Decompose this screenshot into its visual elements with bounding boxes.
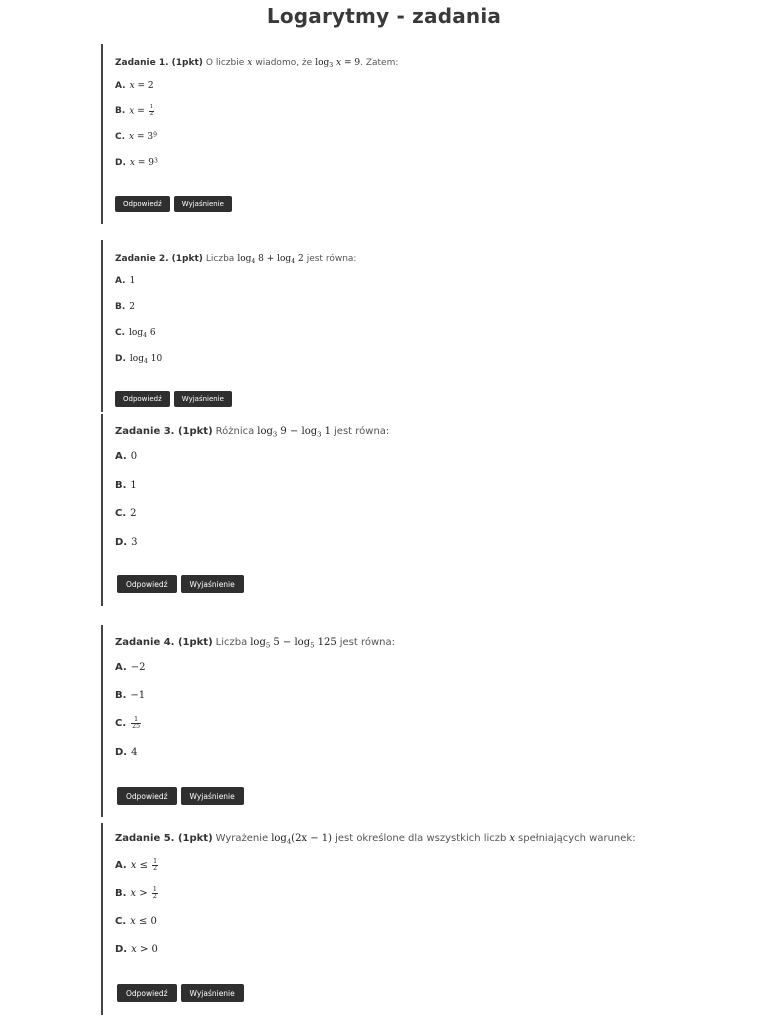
math-expression: $\log_4 8 + \log_4 2$ bbox=[237, 254, 304, 266]
option-a[interactable]: A. 0 bbox=[115, 451, 138, 462]
option-b[interactable]: B. x > $\frac{1}{2}$ bbox=[115, 886, 157, 901]
option-d[interactable]: D. 4 bbox=[115, 747, 138, 758]
task-label: Zadanie 5. (1pkt) bbox=[115, 833, 213, 844]
option-b[interactable]: B. 1 bbox=[115, 480, 137, 491]
answer-button[interactable]: Odpowiedź bbox=[117, 787, 177, 805]
option-b[interactable]: B. −1 bbox=[115, 690, 146, 701]
task-1 bbox=[101, 44, 521, 224]
page-title: Logarytmy - zadania bbox=[266, 4, 502, 28]
task-3 bbox=[101, 414, 541, 606]
task-5 bbox=[101, 823, 661, 1015]
option-c[interactable]: C. $\log_4 6$ bbox=[115, 328, 156, 340]
answer-button[interactable]: Odpowiedź bbox=[115, 196, 170, 212]
explanation-button[interactable]: Wyjaśnienie bbox=[181, 787, 244, 805]
task-4 bbox=[101, 625, 541, 817]
option-c[interactable]: C. x ≤ 0 bbox=[115, 916, 157, 927]
explanation-button[interactable]: Wyjaśnienie bbox=[174, 196, 232, 212]
math-expression: $\log_4(2x - 1)$ bbox=[271, 833, 333, 846]
option-c[interactable]: C. 2 bbox=[115, 508, 137, 519]
task-question: Zadanie 1. (1pkt) O liczbie x wiadomo, że $\log_3 x = 9$ . Zatem: bbox=[115, 58, 399, 70]
option-c[interactable]: C. $\frac{1}{25}$ bbox=[115, 716, 141, 731]
option-a[interactable]: A. −2 bbox=[115, 662, 146, 673]
math-expression: $\log_3 9 - \log_3 1$ bbox=[257, 426, 332, 439]
explanation-button[interactable]: Wyjaśnienie bbox=[181, 984, 244, 1002]
option-b[interactable]: B. x = $\frac{1}{2}$ bbox=[115, 104, 154, 117]
task-label: Zadanie 4. (1pkt) bbox=[115, 637, 213, 648]
task-label: Zadanie 2. (1pkt) bbox=[115, 254, 203, 264]
option-d[interactable]: D. $\log_4 10$ bbox=[115, 354, 163, 366]
answer-button[interactable]: Odpowiedź bbox=[115, 391, 170, 407]
option-a[interactable]: A. x = 2 bbox=[115, 81, 154, 91]
task-label: Zadanie 3. (1pkt) bbox=[115, 426, 213, 437]
option-d[interactable]: D. 3 bbox=[115, 537, 138, 548]
answer-button[interactable]: Odpowiedź bbox=[117, 575, 177, 593]
task-label: Zadanie 1. (1pkt) bbox=[115, 58, 203, 68]
option-c[interactable]: C. $x = 3^9$ bbox=[115, 131, 157, 142]
task-question: Zadanie 5. (1pkt) Wyrażenie $\log_4(2x - 1)$ jest określone dla wszystkich liczb x spełniających warunek: bbox=[115, 833, 636, 846]
option-a[interactable]: A. 1 bbox=[115, 276, 136, 286]
math-expression: $\log_3 x = 9$ bbox=[315, 58, 361, 70]
task-2 bbox=[101, 240, 521, 412]
task-question: Zadanie 2. (1pkt) Liczba $\log_4 8 + \log_4 2$ jest równa: bbox=[115, 254, 357, 266]
math-expression: x bbox=[247, 58, 253, 68]
math-expression: $\log_5 5 - \log_5 125$ bbox=[250, 637, 337, 650]
explanation-button[interactable]: Wyjaśnienie bbox=[181, 575, 244, 593]
option-d[interactable]: D. x > 0 bbox=[115, 944, 158, 955]
option-b[interactable]: B. 2 bbox=[115, 302, 136, 312]
option-a[interactable]: A. x ≤ $\frac{1}{2}$ bbox=[115, 858, 158, 873]
option-d[interactable]: D. $x = 9^3$ bbox=[115, 157, 158, 168]
explanation-button[interactable]: Wyjaśnienie bbox=[174, 391, 232, 407]
task-question: Zadanie 4. (1pkt) Liczba $\log_5 5 - \log_5 125$ jest równa: bbox=[115, 637, 395, 650]
answer-button[interactable]: Odpowiedź bbox=[117, 984, 177, 1002]
task-question: Zadanie 3. (1pkt) Różnica $\log_3 9 - \log_3 1$ jest równa: bbox=[115, 426, 390, 439]
